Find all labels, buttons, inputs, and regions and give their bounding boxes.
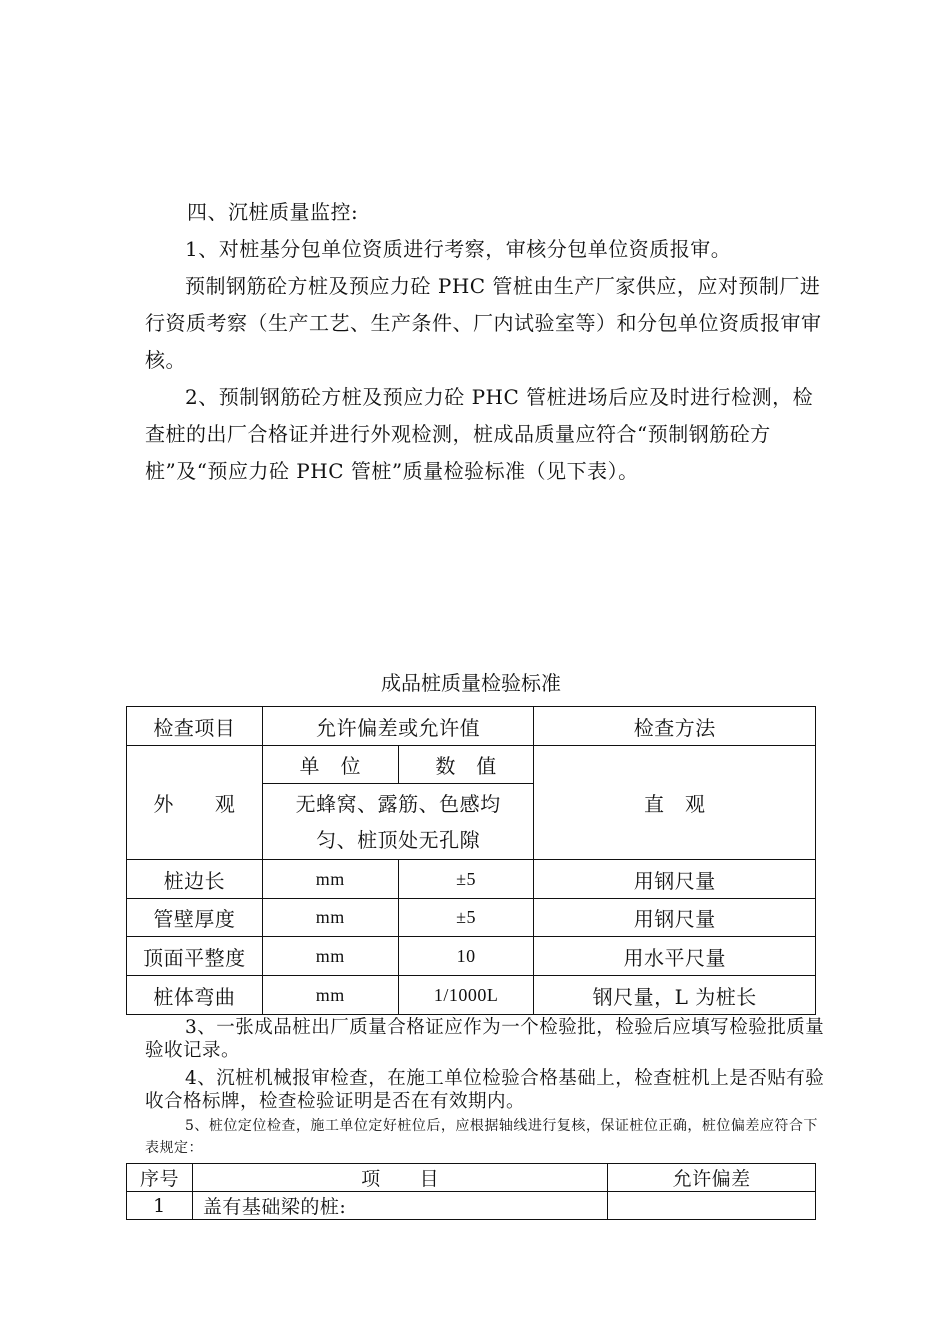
paragraph-1: 1、对桩基分包单位资质进行考察，审核分包单位资质报审。 [185,237,732,261]
header-value: 数 值 [398,746,534,784]
appearance-requirement: 无蜂窝、露筋、色感均匀、桩顶处无孔隙 [262,784,534,860]
header-method: 检查方法 [534,707,816,746]
paragraph-3: 2、预制钢筋砼方桩及预应力砼 PHC 管桩进场后应及时进行检测，检查桩的出厂合格证并进行外观检测，桩成品质量应符合“预制钢筋砼方桩”及“预应力砼 PHC 管桩”质量检验标准（见下表）。 [145,385,814,483]
row-value: 10 [398,937,534,976]
row-method: 用钢尺量 [534,899,816,937]
row-value: ±5 [398,899,534,937]
paragraph-6: 5、桩位定位检查，施工单位定好桩位后，应根据轴线进行复核，保证桩位正确，桩位偏差应符合下表规定： [145,1118,818,1156]
row-unit: mm [262,860,398,899]
table-row [127,899,816,937]
appearance-method: 直 观 [534,746,816,860]
paragraph-5: 4、沉桩机械报审检查，在施工单位检验合格基础上，检查桩机上是否贴有验收合格标牌，检查检验证明是否在有效期内。 [145,1068,825,1112]
row-method: 用水平尺量 [534,937,816,976]
pile-position-table [126,1163,816,1220]
row-item: 管壁厚度 [127,899,263,937]
row-tolerance [608,1192,816,1220]
appearance-item: 外 观 [127,746,263,860]
row-no: 1 [127,1192,193,1220]
header-tolerance: 允许偏差或允许值 [262,707,534,746]
paragraph-2: 预制钢筋砼方桩及预应力砼 PHC 管桩由生产厂家供应，应对预制厂进行资质考察（生产工艺、生产条件、厂内试验室等）和分包单位资质报审审核。 [145,274,822,372]
table-row [127,1192,816,1220]
header-no: 序号 [127,1164,193,1192]
table-row [127,860,816,899]
row-value: ±5 [398,860,534,899]
quality-standard-table [126,706,816,1015]
row-method: 用钢尺量 [534,860,816,899]
header-item: 检查项目 [127,707,263,746]
header-unit: 单 位 [262,746,398,784]
row-value: 1/1000L [398,976,534,1015]
header-tolerance: 允许偏差 [608,1164,816,1192]
row-unit: mm [262,976,398,1015]
table-header-row [127,707,816,746]
table-caption: 成品桩质量检验标准 [381,671,561,695]
table-row [127,976,816,1015]
row-item: 桩体弯曲 [127,976,263,1015]
row-item: 顶面平整度 [127,937,263,976]
table-header-row [127,1164,816,1192]
table-row [127,937,816,976]
row-item: 盖有基础梁的桩: [192,1192,607,1220]
table-row [127,746,816,784]
paragraph-4: 3、一张成品桩出厂质量合格证应作为一个检验批，检验后应填写检验批质量验收记录。 [145,1017,825,1061]
section-heading: 四、沉桩质量监控: [187,200,359,224]
row-unit: mm [262,937,398,976]
row-unit: mm [262,899,398,937]
row-method: 钢尺量，L 为桩长 [534,976,816,1015]
header-item: 项 目 [192,1164,607,1192]
row-item: 桩边长 [127,860,263,899]
